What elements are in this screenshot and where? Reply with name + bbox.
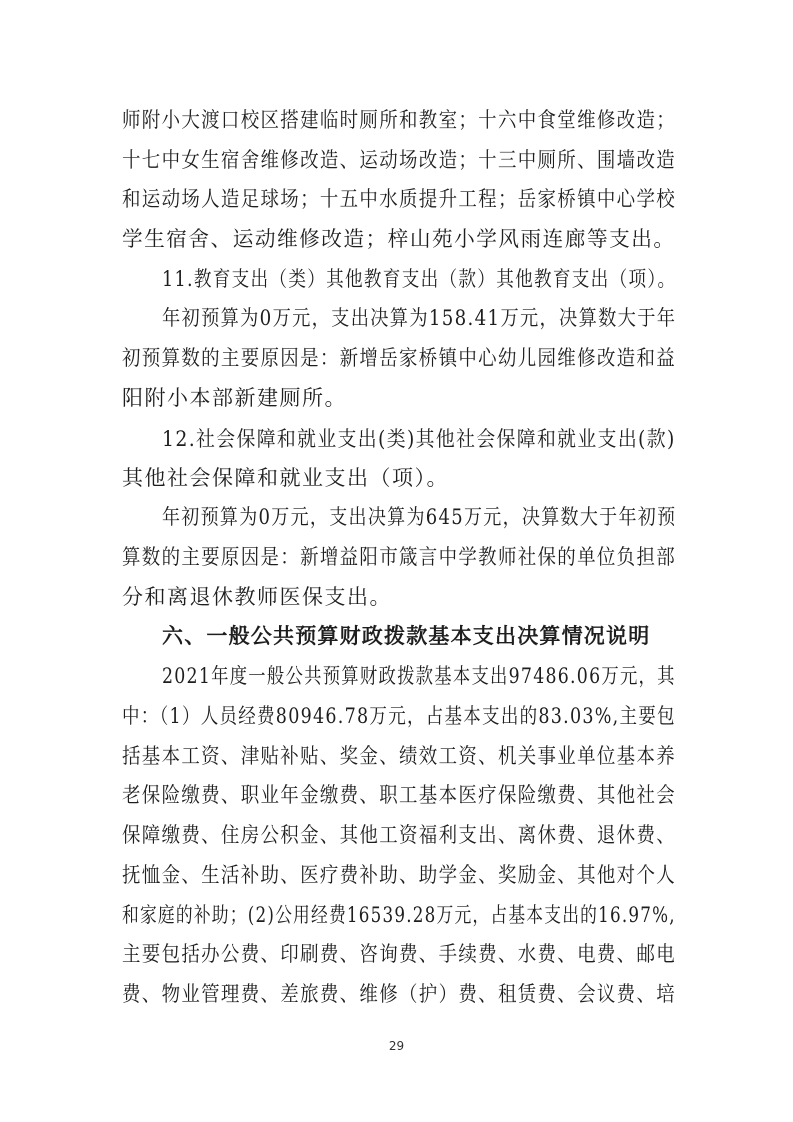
text-line: 2021年度一般公共预算财政拨款基本支出97486.06万元，其 bbox=[162, 664, 676, 688]
text-line: 师附小大渡口校区搭建临时厕所和教室；十六中食堂维修改造； bbox=[122, 108, 677, 132]
text-line: 老保险缴费、职业年金缴费、职工基本医疗保险缴费、其他社会 bbox=[122, 783, 677, 807]
text-line: 费、物业管理费、差旅费、维修（护）费、租赁费、会议费、培 bbox=[122, 982, 677, 1006]
text-line: 中：（1）人员经费80946.78万元，占基本支出的83.03%,主要包 bbox=[122, 704, 676, 728]
section-item-12: 12.社会保障和就业支出(类)其他社会保障和就业支出(款) bbox=[162, 427, 676, 451]
text-line: 年初预算为0万元，支出决算为158.41万元，决算数大于年 bbox=[162, 306, 677, 330]
text-line: 抚恤金、生活补助、医疗费补助、助学金、奖励金、其他对个人 bbox=[122, 863, 677, 887]
text-line: 初预算数的主要原因是：新增岳家桥镇中心幼儿园维修改造和益 bbox=[122, 346, 677, 370]
section-heading: 六、一般公共预算财政拨款基本支出决算情况说明 bbox=[162, 624, 651, 648]
text-line: 其他社会保障和就业支出（项）。 bbox=[122, 466, 449, 490]
text-line: 括基本工资、津贴补贴、奖金、绩效工资、机关事业单位基本养 bbox=[122, 744, 677, 768]
text-line: 算数的主要原因是：新增益阳市箴言中学教师社保的单位负担部 bbox=[122, 545, 677, 569]
text-line: 和家庭的补助；(2)公用经费16539.28万元，占基本支出的16.97%, bbox=[122, 903, 676, 927]
text-line: 保障缴费、住房公积金、其他工资福利支出、离休费、退休费、 bbox=[122, 823, 677, 847]
text-line: 学生宿舍、运动维修改造；梓山苑小学风雨连廊等支出。 bbox=[122, 227, 676, 251]
text-line: 十七中女生宿舍维修改造、运动场改造；十三中厕所、围墙改造 bbox=[122, 148, 677, 172]
text-line: 分和离退休教师医保支出。 bbox=[122, 585, 392, 609]
text-line: 年初预算为0万元，支出决算为645万元，决算数大于年初预 bbox=[162, 505, 677, 529]
text-line: 和运动场人造足球场；十五中水质提升工程；岳家桥镇中心学校 bbox=[122, 187, 677, 211]
section-item-11: 11.教育支出（类）其他教育支出（款）其他教育支出（项）。 bbox=[162, 267, 677, 291]
text-line: 主要包括办公费、印刷费、咨询费、手续费、水费、电费、邮电 bbox=[122, 942, 677, 966]
text-line: 阳附小本部新建厕所。 bbox=[122, 386, 347, 410]
page-number: 29 bbox=[388, 1039, 405, 1053]
